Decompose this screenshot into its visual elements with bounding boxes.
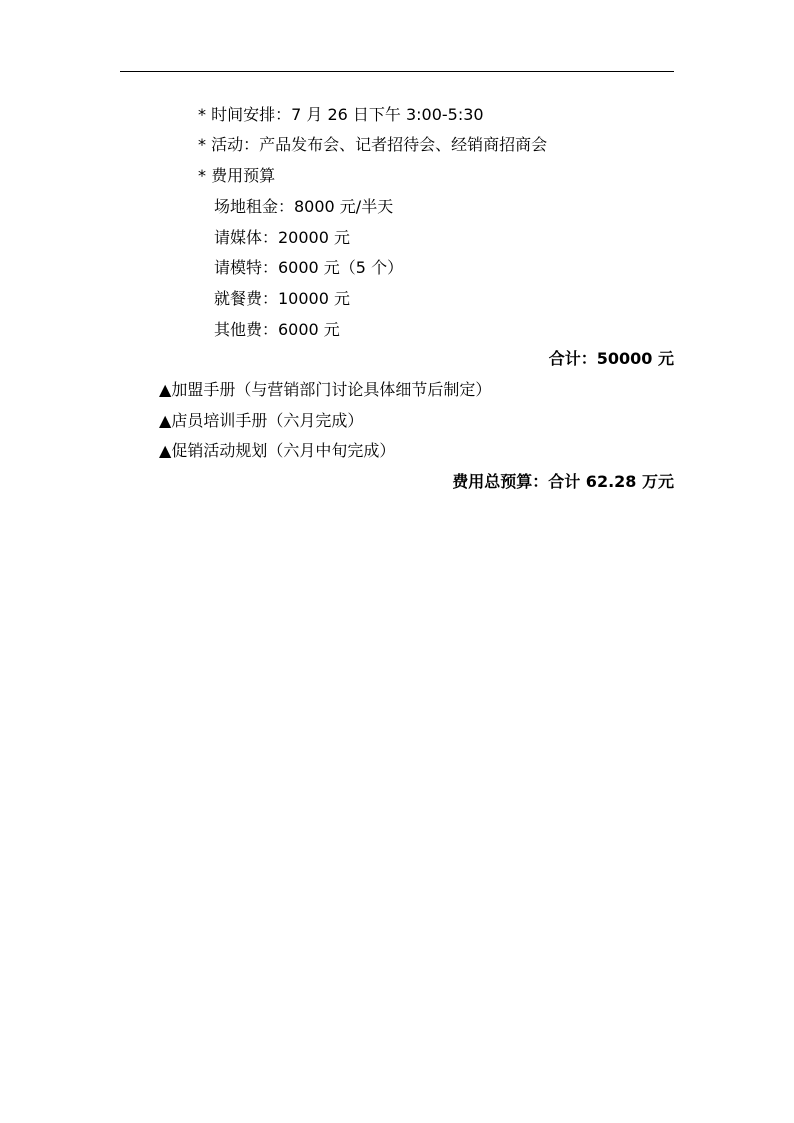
triangle-bullet-icon: ▲ bbox=[159, 380, 172, 399]
budget-subtotal: 合计：50000 元 bbox=[548, 349, 674, 368]
schedule-activities: * 活动：产品发布会、记者招待会、经销商招商会 bbox=[198, 135, 548, 154]
budget-item-other: 其他费：6000 元 bbox=[214, 320, 340, 339]
task-label: 加盟手册（与营销部门讨论具体细节后制定） bbox=[171, 380, 492, 399]
schedule-time: * 时间安排：7 月 26 日下午 3:00-5:30 bbox=[198, 105, 484, 124]
budget-item-models: 请模特：6000 元（5 个） bbox=[214, 258, 404, 277]
triangle-bullet-icon: ▲ bbox=[159, 441, 172, 460]
budget-item-dining: 就餐费：10000 元 bbox=[214, 289, 350, 308]
budget-heading: * 费用预算 bbox=[198, 166, 276, 185]
task-item-promotion-plan bbox=[159, 441, 395, 461]
task-label: 店员培训手册（六月完成） bbox=[171, 411, 364, 430]
task-item-staff-training bbox=[159, 411, 363, 431]
grand-total: 费用总预算：合计 62.28 万元 bbox=[452, 472, 674, 491]
task-label: 促销活动规划（六月中旬完成） bbox=[171, 441, 396, 460]
budget-item-media: 请媒体：20000 元 bbox=[214, 228, 350, 247]
triangle-bullet-icon: ▲ bbox=[159, 411, 172, 430]
header-rule bbox=[120, 71, 674, 72]
task-item-franchise-manual bbox=[159, 380, 491, 400]
budget-item-venue: 场地租金：8000 元/半天 bbox=[214, 197, 394, 216]
